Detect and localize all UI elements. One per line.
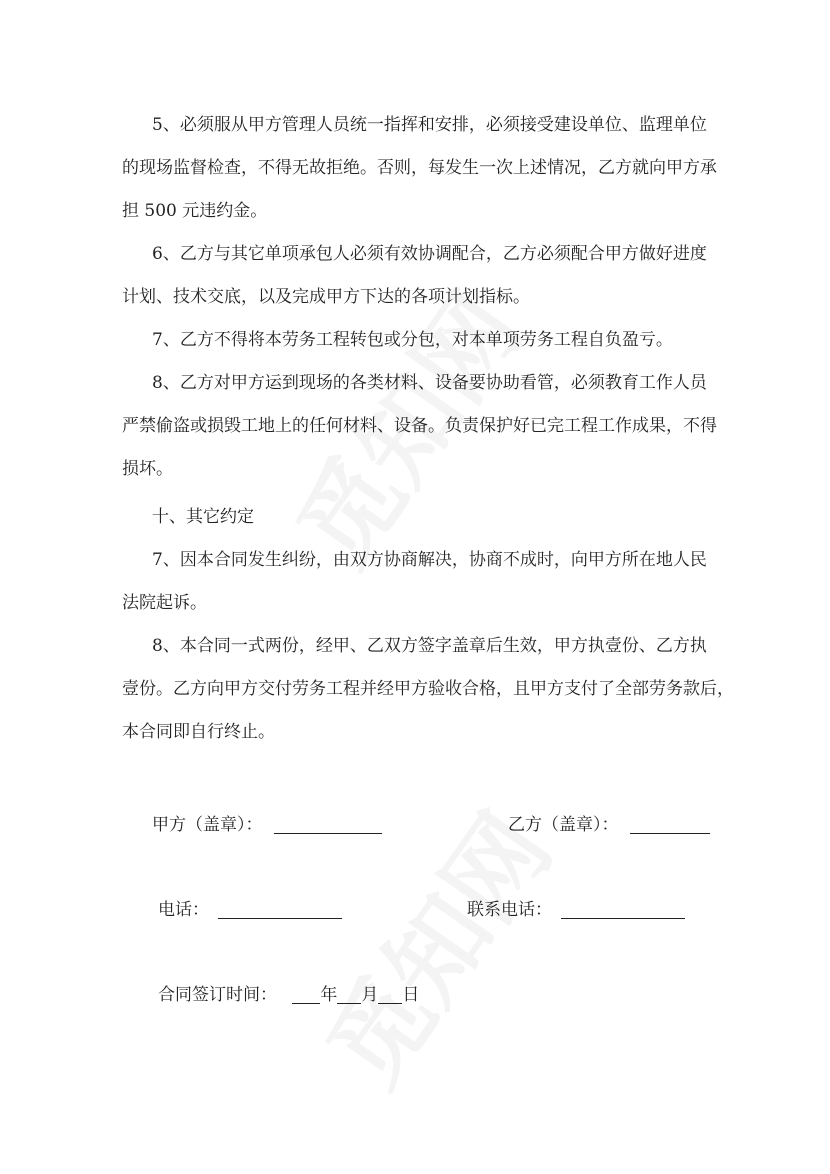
party-b-seal-label: 乙方（盖章）：: [508, 815, 619, 835]
watermark: [313, 798, 567, 1101]
paragraph-line: 担 500 元违约金。: [122, 201, 268, 221]
year-blank[interactable]: [292, 985, 320, 1004]
paragraph-first-line: 8、乙方对甲方运到现场的各类材料、设备要协助看管，必须教育工作人员: [152, 373, 707, 393]
paragraph-first-line: 5、必须服从甲方管理人员统一指挥和安排，必须接受建设单位、监理单位: [152, 115, 707, 135]
paragraph-line: 壹份。乙方向甲方交付劳务工程并经甲方验收合格，且甲方支付了全部劳务款后，: [122, 679, 734, 699]
paragraph-line: 计划、技术交底，以及完成甲方下达的各项计划指标。: [122, 287, 530, 307]
party-b-seal-blank[interactable]: [630, 815, 710, 834]
phone-field: [158, 899, 342, 921]
paragraph-line: 的现场监督检查，不得无故拒绝。否则，每发生一次上述情况，乙方就向甲方承: [122, 158, 717, 178]
sign-date-field: [158, 984, 419, 1006]
party-a-seal-label: 甲方（盖章）：: [152, 815, 263, 835]
paragraph-first-line: 十、其它约定: [152, 507, 254, 527]
phone-blank[interactable]: [218, 900, 342, 919]
party-a-seal-blank[interactable]: [274, 815, 382, 834]
party-b-seal-field: [508, 814, 710, 836]
year-label: 年: [320, 985, 338, 1005]
contact-phone-field: [467, 899, 685, 921]
contact-phone-blank[interactable]: [561, 900, 685, 919]
phone-label: 电话：: [158, 900, 209, 920]
paragraph-first-line: 8、本合同一式两份，经甲、乙双方签字盖章后生效，甲方执壹份、乙方执: [152, 636, 707, 656]
party-a-seal-field: [152, 814, 382, 836]
month-label: 月: [361, 985, 379, 1005]
month-blank[interactable]: [337, 985, 361, 1004]
paragraph-line: 法院起诉。: [122, 593, 207, 613]
paragraph-line: 损坏。: [122, 459, 173, 479]
paragraph-line: 严禁偷盗或损毁工地上的任何材料、设备。负责保护好已完工程工作成果，不得: [122, 416, 717, 436]
day-blank[interactable]: [378, 985, 402, 1004]
paragraph-first-line: 7、因本合同发生纠纷，由双方协商解决，协商不成时，向甲方所在地人民: [152, 550, 707, 570]
paragraph-first-line: 7、乙方不得将本劳务工程转包或分包，对本单项劳务工程自负盈亏。: [152, 330, 673, 350]
day-label: 日: [402, 985, 420, 1005]
sign-date-label: 合同签订时间：: [158, 985, 277, 1005]
paragraph-line: 本合同即自行终止。: [122, 722, 275, 742]
contact-phone-label: 联系电话：: [467, 900, 552, 920]
paragraph-first-line: 6、乙方与其它单项承包人必须有效协调配合，乙方必须配合甲方做好进度: [152, 244, 707, 264]
